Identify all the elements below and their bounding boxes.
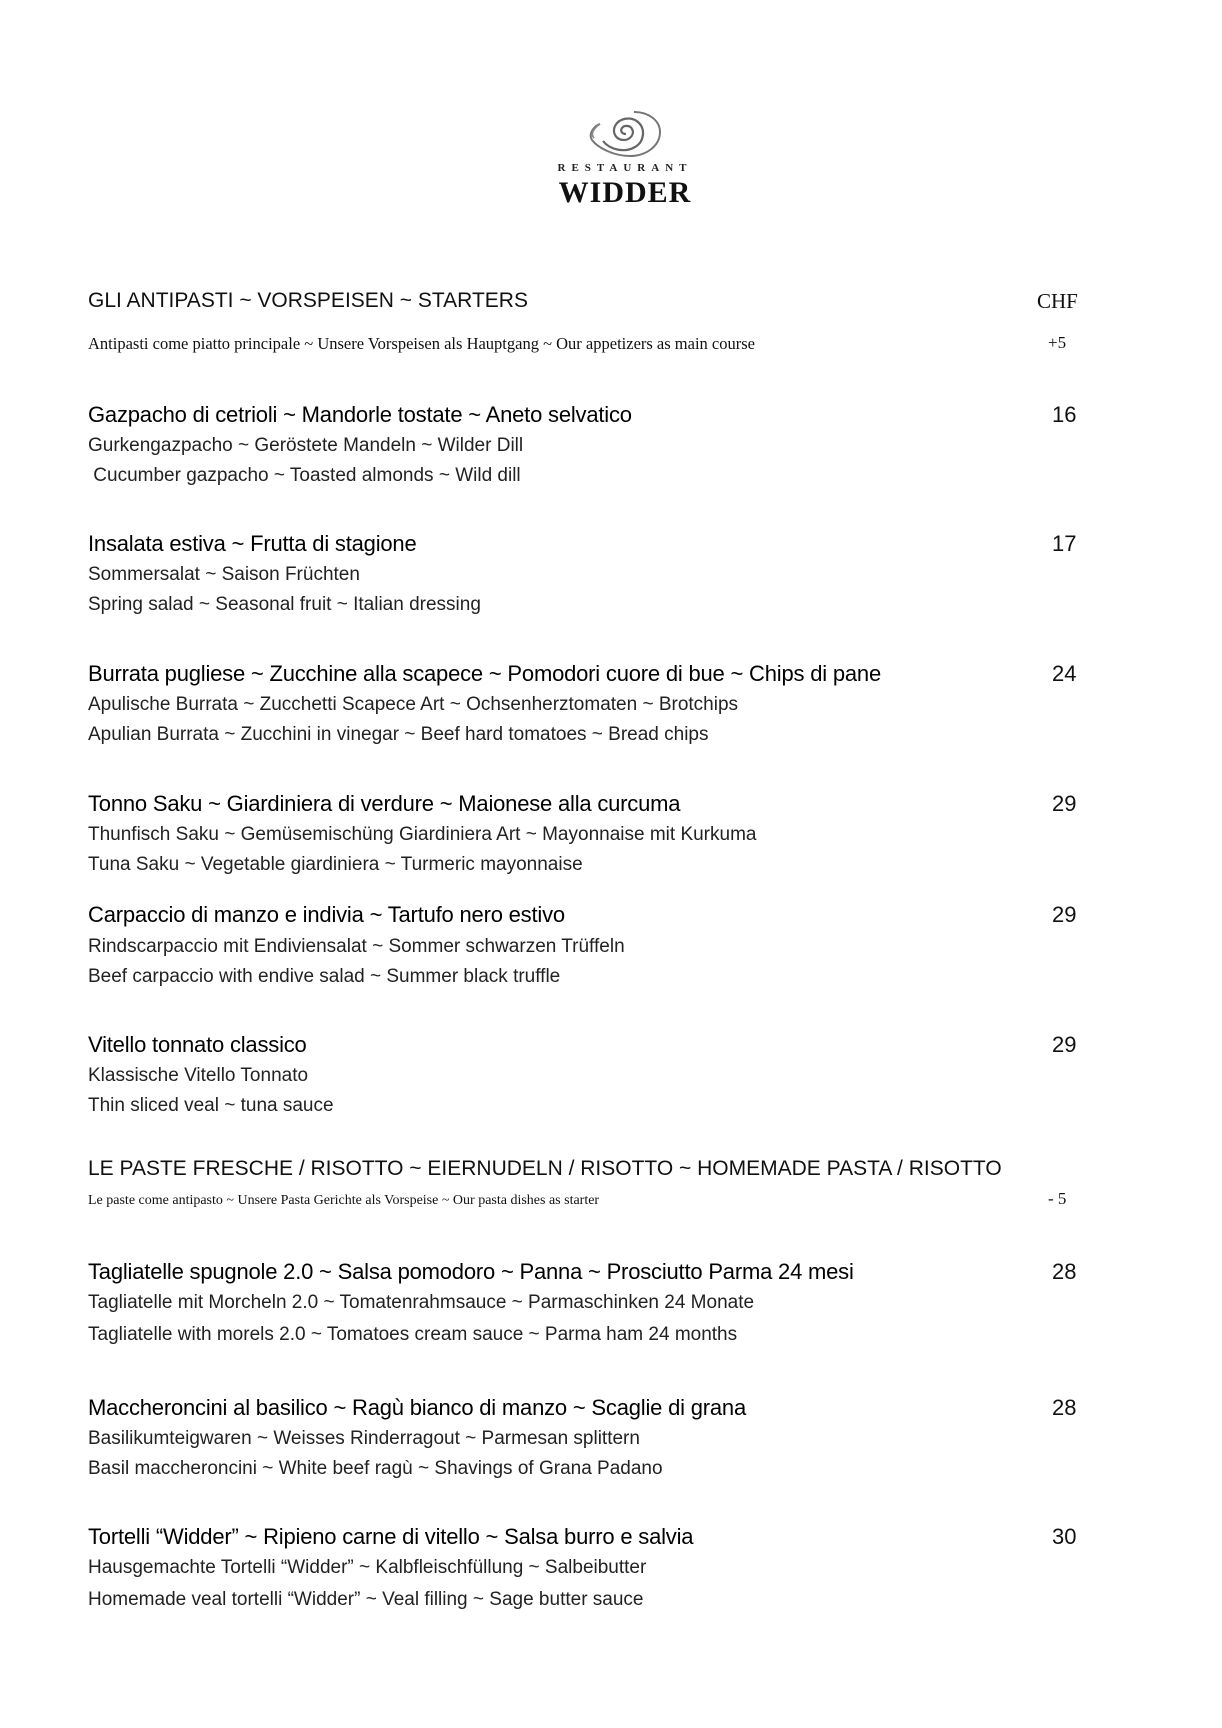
- section-note-paste: Le paste come antipasto ~ Unsere Pasta Gerichte als Vorspeise ~ Our pasta dishes as starter: [88, 1193, 600, 1208]
- section-note-price-antipasti: +5: [1048, 333, 1067, 352]
- item-desc-de: Tagliatelle mit Morcheln 2.0 ~ Tomatenrahmsauce ~ Parmaschinken 24 Monate: [88, 1292, 755, 1313]
- item-title: Carpaccio di manzo e indivia ~ Tartufo nero estivo: [88, 902, 565, 927]
- spiral-logo-icon: [578, 104, 674, 162]
- item-desc-de: Hausgemachte Tortelli “Widder” ~ Kalbfleischfüllung ~ Salbeibutter: [88, 1557, 647, 1578]
- logo-name: WIDDER: [558, 176, 692, 209]
- section-note-price-paste: - 5: [1048, 1189, 1067, 1208]
- item-desc-de: Basilikumteigwaren ~ Weisses Rinderragout ~ Parmesan splittern: [88, 1428, 640, 1449]
- item-desc-de: Gurkengazpacho ~ Geröstete Mandeln ~ Wilder Dill: [88, 435, 524, 456]
- item-price: 24: [1052, 661, 1077, 686]
- item-title: Maccheroncini al basilico ~ Ragù bianco di manzo ~ Scaglie di grana: [88, 1395, 746, 1420]
- item-desc-en: Thin sliced veal ~ tuna sauce: [88, 1095, 334, 1116]
- item-title: Gazpacho di cetrioli ~ Mandorle tostate ~ Aneto selvatico: [88, 402, 632, 427]
- item-price: 16: [1052, 402, 1077, 427]
- item-price: 28: [1052, 1395, 1077, 1420]
- item-desc-en: Tagliatelle with morels 2.0 ~ Tomatoes cream sauce ~ Parma ham 24 months: [88, 1324, 738, 1345]
- item-title: Tagliatelle spugnole 2.0 ~ Salsa pomodoro ~ Panna ~ Prosciutto Parma 24 mesi: [88, 1259, 854, 1284]
- item-desc-de: Thunfisch Saku ~ Gemüsemischüng Giardiniera Art ~ Mayonnaise mit Kurkuma: [88, 824, 757, 845]
- currency-label: CHF: [1037, 289, 1078, 313]
- item-desc-de: Apulische Burrata ~ Zucchetti Scapece Art ~ Ochsenherztomaten ~ Brotchips: [88, 694, 739, 715]
- item-title: Insalata estiva ~ Frutta di stagione: [88, 531, 417, 556]
- logo-subtitle: RESTAURANT: [557, 162, 693, 174]
- item-desc-de: Rindscarpaccio mit Endiviensalat ~ Sommer schwarzen Trüffeln: [88, 936, 625, 957]
- item-desc-en: Spring salad ~ Seasonal fruit ~ Italian dressing: [88, 594, 481, 615]
- item-desc-en: Basil maccheroncini ~ White beef ragù ~ Shavings of Grana Padano: [88, 1458, 663, 1479]
- section-title-antipasti: GLI ANTIPASTI ~ VORSPEISEN ~ STARTERS: [88, 289, 528, 312]
- item-price: 17: [1052, 531, 1077, 556]
- item-desc-de: Sommersalat ~ Saison Früchten: [88, 564, 360, 585]
- section-note-antipasti: Antipasti come piatto principale ~ Unsere Vorspeisen als Hauptgang ~ Our appetizers as main course: [88, 334, 755, 353]
- item-title: Tortelli “Widder” ~ Ripieno carne di vitello ~ Salsa burro e salvia: [88, 1524, 694, 1549]
- item-title: Tonno Saku ~ Giardiniera di verdure ~ Maionese alla curcuma: [88, 791, 681, 816]
- item-desc-en: Homemade veal tortelli “Widder” ~ Veal filling ~ Sage butter sauce: [88, 1589, 644, 1610]
- item-desc-en: Apulian Burrata ~ Zucchini in vinegar ~ Beef hard tomatoes ~ Bread chips: [88, 724, 709, 745]
- item-desc-en: Beef carpaccio with endive salad ~ Summer black truffle: [88, 966, 561, 987]
- item-desc-en: Cucumber gazpacho ~ Toasted almonds ~ Wild dill: [88, 465, 521, 486]
- item-desc-de: Klassische Vitello Tonnato: [88, 1065, 309, 1086]
- item-price: 29: [1052, 902, 1077, 927]
- section-title-paste: LE PASTE FRESCHE / RISOTTO ~ EIERNUDELN / RISOTTO ~ HOMEMADE PASTA / RISOTTO: [88, 1157, 1002, 1180]
- restaurant-logo: [530, 100, 720, 210]
- item-title: Burrata pugliese ~ Zucchine alla scapece ~ Pomodori cuore di bue ~ Chips di pane: [88, 661, 881, 686]
- item-price: 28: [1052, 1259, 1077, 1284]
- item-price: 29: [1052, 791, 1077, 816]
- item-title: Vitello tonnato classico: [88, 1032, 307, 1057]
- item-price: 29: [1052, 1032, 1077, 1057]
- item-desc-en: Tuna Saku ~ Vegetable giardiniera ~ Turmeric mayonnaise: [88, 854, 583, 875]
- item-price: 30: [1052, 1524, 1077, 1549]
